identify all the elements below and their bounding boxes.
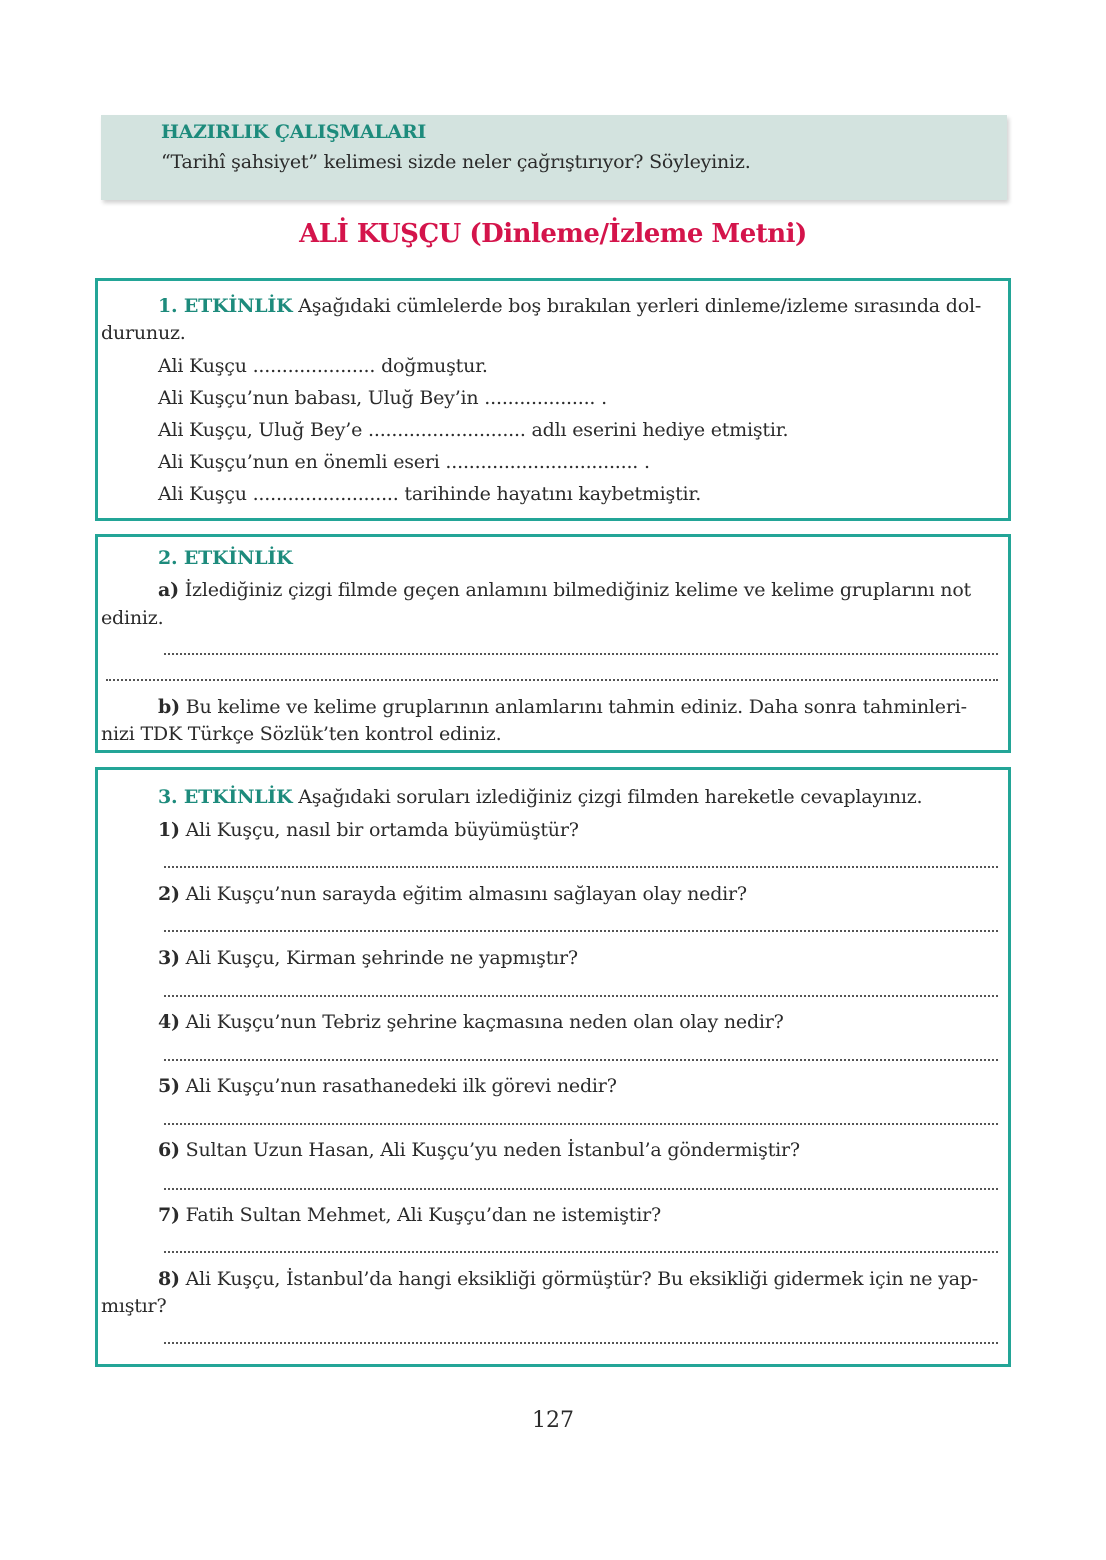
preparation-title: HAZIRLIK ÇALIŞMALARI	[161, 121, 427, 143]
question-text: Sultan Uzun Hasan, Ali Kuşçu’yu neden İstanbul’a göndermiştir?	[185, 1139, 800, 1161]
preparation-text: “Tarihî şahsiyet” kelimesi sizde neler çağrıştırıyor? Söyleyiniz.	[161, 151, 751, 173]
question-text: Fatih Sultan Mehmet, Ali Kuşçu’dan ne istemiştir?	[185, 1204, 661, 1226]
question-number: 4)	[158, 1011, 180, 1033]
question-text: Ali Kuşçu’nun Tebriz şehrine kaçmasına neden olan olay nedir?	[185, 1011, 784, 1033]
part-b-text-cont: nizi TDK Türkçe Sözlük’ten kontrol ediniz.	[101, 723, 502, 745]
part-b-letter: b)	[158, 696, 180, 718]
fill-in-item: Ali Kuşçu’nun en önemli eseri ................................. .	[158, 451, 650, 473]
question-number: 2)	[158, 883, 180, 905]
answer-line[interactable]	[164, 1188, 998, 1190]
question-item	[158, 1075, 617, 1097]
answer-line[interactable]	[164, 653, 998, 655]
activity-2-part-b	[158, 696, 967, 718]
answer-line[interactable]	[164, 866, 998, 868]
activity-3-instruction	[158, 786, 922, 808]
page-number: 127	[532, 1408, 574, 1433]
activity-2-label: 2. ETKİNLİK	[158, 547, 293, 569]
question-text: Ali Kuşçu’nun rasathanedeki ilk görevi nedir?	[185, 1075, 617, 1097]
answer-line[interactable]	[106, 679, 998, 681]
question-number: 3)	[158, 947, 180, 969]
question-text-cont: mıştır?	[101, 1295, 167, 1317]
question-text: Ali Kuşçu’nun sarayda eğitim almasını sağlayan olay nedir?	[185, 883, 747, 905]
activity-1-instruction-text: Aşağıdaki cümlelerde boş bırakılan yerleri dinleme/izleme sırasında dol-	[298, 295, 982, 317]
answer-line[interactable]	[164, 930, 998, 932]
question-text: Ali Kuşçu, nasıl bir ortamda büyümüştür?	[185, 819, 579, 841]
fill-in-item: Ali Kuşçu ......................... tarihinde hayatını kaybetmiştir.	[158, 483, 702, 505]
activity-1-instruction-cont: durunuz.	[101, 322, 186, 344]
activity-3-instruction-text: Aşağıdaki soruları izlediğiniz çizgi filmden hareketle cevaplayınız.	[298, 786, 923, 808]
fill-in-item: Ali Kuşçu, Uluğ Bey’e ........................... adlı eserini hediye etmiştir.	[158, 419, 789, 441]
question-number: 7)	[158, 1204, 180, 1226]
activity-2-part-a	[158, 579, 971, 601]
question-text: Ali Kuşçu, Kirman şehrinde ne yapmıştır?	[185, 947, 578, 969]
activity-1-instruction	[158, 295, 981, 317]
question-number: 6)	[158, 1139, 180, 1161]
fill-in-item: Ali Kuşçu’nun babası, Uluğ Bey’in ................... .	[158, 387, 607, 409]
question-item	[158, 1268, 978, 1290]
answer-line[interactable]	[164, 1342, 998, 1344]
fill-in-item: Ali Kuşçu ..................... doğmuştur.	[158, 355, 488, 377]
activity-1-label: 1. ETKİNLİK	[158, 295, 293, 317]
question-item	[158, 819, 579, 841]
activity-3-box	[95, 767, 1011, 1367]
question-item	[158, 1204, 661, 1226]
part-a-letter: a)	[158, 579, 179, 601]
question-item	[158, 883, 747, 905]
question-text: Ali Kuşçu, İstanbul’da hangi eksikliği görmüştür? Bu eksikliği gidermek için ne yap-	[185, 1268, 979, 1290]
preparation-box	[101, 115, 1007, 200]
question-number: 1)	[158, 819, 180, 841]
part-b-text: Bu kelime ve kelime gruplarının anlamlarını tahmin ediniz. Daha sonra tahminleri-	[185, 696, 967, 718]
question-number: 8)	[158, 1268, 180, 1290]
activity-1-box	[95, 278, 1011, 521]
question-item	[158, 1139, 800, 1161]
activity-3-label: 3. ETKİNLİK	[158, 786, 293, 808]
part-a-text-cont: ediniz.	[101, 607, 164, 629]
question-item	[158, 947, 578, 969]
answer-line[interactable]	[164, 995, 998, 997]
answer-line[interactable]	[164, 1123, 998, 1125]
question-number: 5)	[158, 1075, 180, 1097]
question-item	[158, 1011, 784, 1033]
page-title: ALİ KUŞÇU (Dinleme/İzleme Metni)	[299, 219, 807, 249]
answer-line[interactable]	[164, 1251, 998, 1253]
part-a-text: İzlediğiniz çizgi filmde geçen anlamını bilmediğiniz kelime ve kelime gruplarını not	[184, 579, 971, 601]
answer-line[interactable]	[164, 1059, 998, 1061]
activity-2-box	[95, 534, 1011, 753]
